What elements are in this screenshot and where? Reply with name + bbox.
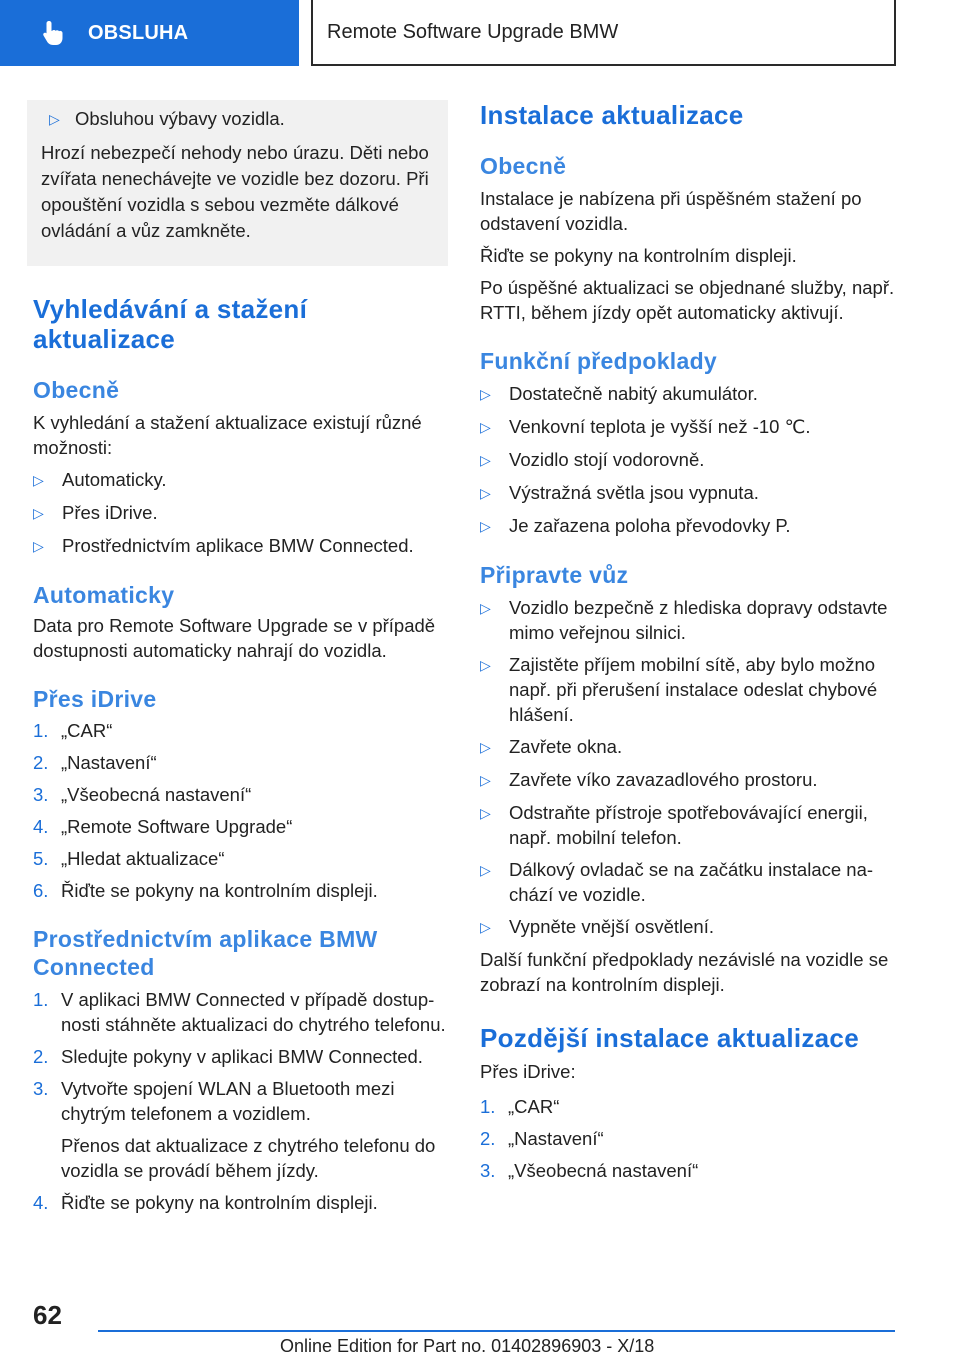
hand-pointer-icon <box>38 18 68 48</box>
list-item: 3. „Všeobecná nastavení“ <box>480 1160 699 1181</box>
footer-edition: Online Edition for Part no. 01402896903 - X/18 <box>280 1336 655 1356</box>
list-item: 2. „Nastavení“ <box>33 752 157 773</box>
list-item: 3. Vytvořte spojení WLAN a Bluetooth mezi chytrým telefonem a vozidlem. <box>33 1078 395 1124</box>
list-item: 5. „Hledat aktualizace“ <box>33 848 225 869</box>
pozdejsi-steps <box>480 1094 900 1183</box>
list-item: ▷ Venkovní teplota je vyšší než -10 ℃. <box>480 414 900 440</box>
list-item: ▷ Automaticky. <box>33 467 448 493</box>
triangle-bullet-icon: ▷ <box>480 419 491 435</box>
triangle-bullet-icon: ▷ <box>480 772 491 788</box>
heading-obecne: Obecně <box>33 377 120 403</box>
app-note: Přenos dat aktualizace z chytrého telefonu do vozidla se provádí během jízdy. <box>61 1135 436 1181</box>
list-item: ▷ Dálkový ovladač se na začátku instalace nachází ve vozidle. <box>480 859 874 905</box>
page-number: 62 <box>33 1300 62 1330</box>
triangle-bullet-icon: ▷ <box>480 600 491 616</box>
page-header <box>0 0 960 66</box>
list-item: 6. Řiďte se pokyny na kontrolním displeji. <box>33 880 378 901</box>
triangle-bullet-icon: ▷ <box>480 485 491 501</box>
list-item: 4. Řiďte se pokyny na kontrolním displeji. <box>33 1192 378 1213</box>
obecne-text: K vyhledání a stažení aktualizace existují různé možnosti: <box>33 412 422 458</box>
list-item: ▷ Je zařazena poloha převodovky P. <box>480 513 900 539</box>
install-text-2: Řiďte se pokyny na kontrolním displeji. <box>480 245 797 266</box>
list-item: ▷ Výstražná světla jsou vypnuta. <box>480 480 900 506</box>
heading-pripravte: Připravte vůz <box>480 562 629 588</box>
prepare-list <box>480 595 900 940</box>
heading-predpoklady: Funkční předpoklady <box>480 348 718 374</box>
triangle-bullet-icon: ▷ <box>480 919 491 935</box>
heading-automaticky: Automaticky <box>33 582 175 608</box>
triangle-bullet-icon: ▷ <box>480 805 491 821</box>
install-text-1: Instalace je nabízena při úspěšném stažení po odstavení vozidla. <box>480 188 862 234</box>
footer-divider <box>98 1330 895 1332</box>
triangle-bullet-icon: ▷ <box>480 862 491 878</box>
options-list <box>33 467 448 559</box>
chapter-title: Remote Software Upgrade BMW <box>311 0 896 66</box>
app-steps <box>33 987 448 1126</box>
list-item: 1. „CAR“ <box>33 720 113 741</box>
list-item: ▷ Vozidlo bezpečně z hlediska dopravy odstavte mimo veřejnou silnici. <box>480 597 888 643</box>
prepare-note: Další funkční předpoklady nezávislé na vozidle se zobrazí na kontrolním displeji. <box>480 949 889 995</box>
section-tab <box>0 0 299 66</box>
list-item: ▷ Odstraňte přístroje spotřebovávající energii, např. mobilní telefon. <box>480 802 868 848</box>
idrive-steps <box>33 718 448 903</box>
list-item: ▷ Vypněte vnější osvětlení. <box>480 914 900 940</box>
triangle-bullet-icon: ▷ <box>480 657 491 673</box>
heading-pozdejsi: Pozdější instalace aktualizace <box>480 1023 859 1053</box>
list-item: ▷ Dostatečně nabitý akumulátor. <box>480 381 900 407</box>
automaticky-text: Data pro Remote Software Upgrade se v případě dostupnosti automaticky nahrají do vozidla. <box>33 615 436 661</box>
triangle-bullet-icon: ▷ <box>33 538 44 554</box>
triangle-bullet-icon: ▷ <box>480 452 491 468</box>
prerequisites-list <box>480 381 900 539</box>
warning-box <box>27 100 448 266</box>
section-heading-search: Vyhledávání a stažení aktualizace <box>33 294 308 354</box>
list-item: 1. „CAR“ <box>480 1096 560 1117</box>
app-steps-continued <box>33 1190 448 1215</box>
heading-idrive: Přes iDrive <box>33 686 157 712</box>
left-column <box>33 100 448 1215</box>
heading-obecne-install: Obecně <box>480 153 567 179</box>
list-item: ▷ Prostřednictvím aplikace BMW Connected. <box>33 533 448 559</box>
triangle-bullet-icon: ▷ <box>480 739 491 755</box>
heading-app: Prostřednictvím aplikace BMW Connected <box>33 926 378 980</box>
list-item: ▷ Zavřete okna. <box>480 734 900 760</box>
triangle-bullet-icon: ▷ <box>33 505 44 521</box>
list-item: ▷ Zavřete víko zavazadlového prostoru. <box>480 767 900 793</box>
list-item: ▷ Vozidlo stojí vodorovně. <box>480 447 900 473</box>
triangle-bullet-icon: ▷ <box>480 518 491 534</box>
list-item: 2. Sledujte pokyny v aplikaci BMW Connected. <box>33 1046 423 1067</box>
triangle-bullet-icon: ▷ <box>480 386 491 402</box>
list-item: ▷ Přes iDrive. <box>33 500 448 526</box>
list-item: 3. „Všeobecná nastavení“ <box>33 784 252 805</box>
warning-bullet-text: Obsluhou výbavy vozidla. <box>75 108 285 129</box>
list-item: 2. „Nastavení“ <box>480 1128 604 1149</box>
pozdejsi-text: Přes iDrive: <box>480 1061 576 1082</box>
list-item: 1. V aplikaci BMW Connected v případě dostupnosti stáhněte aktualizaci do chytrého telefonu. <box>33 989 446 1035</box>
warning-text: Hrozí nebezpečí nehody nebo úrazu. Děti nebo zvířata nenechávejte ve vozidle bez dozoru. Při opouštění vozidla s sebou vezměte dálkové ovládání a vůz zamkněte. <box>41 142 429 241</box>
triangle-bullet-icon: ▷ <box>49 111 60 127</box>
list-item: 4. „Remote Software Upgrade“ <box>33 816 293 837</box>
list-item: ▷ Zajistěte příjem mobilní sítě, aby bylo možno např. při přerušení instalace odeslat chybové hlášení. <box>480 654 878 725</box>
section-heading-install: Instalace aktualizace <box>480 100 744 130</box>
warning-bullet <box>41 106 434 132</box>
triangle-bullet-icon: ▷ <box>33 472 44 488</box>
install-text-3: Po úspěšné aktualizaci se objednané služby, např. RTTI, během jízdy opět automaticky aktivují. <box>480 277 895 323</box>
section-label: OBSLUHA <box>88 21 189 44</box>
right-column <box>480 100 900 1183</box>
